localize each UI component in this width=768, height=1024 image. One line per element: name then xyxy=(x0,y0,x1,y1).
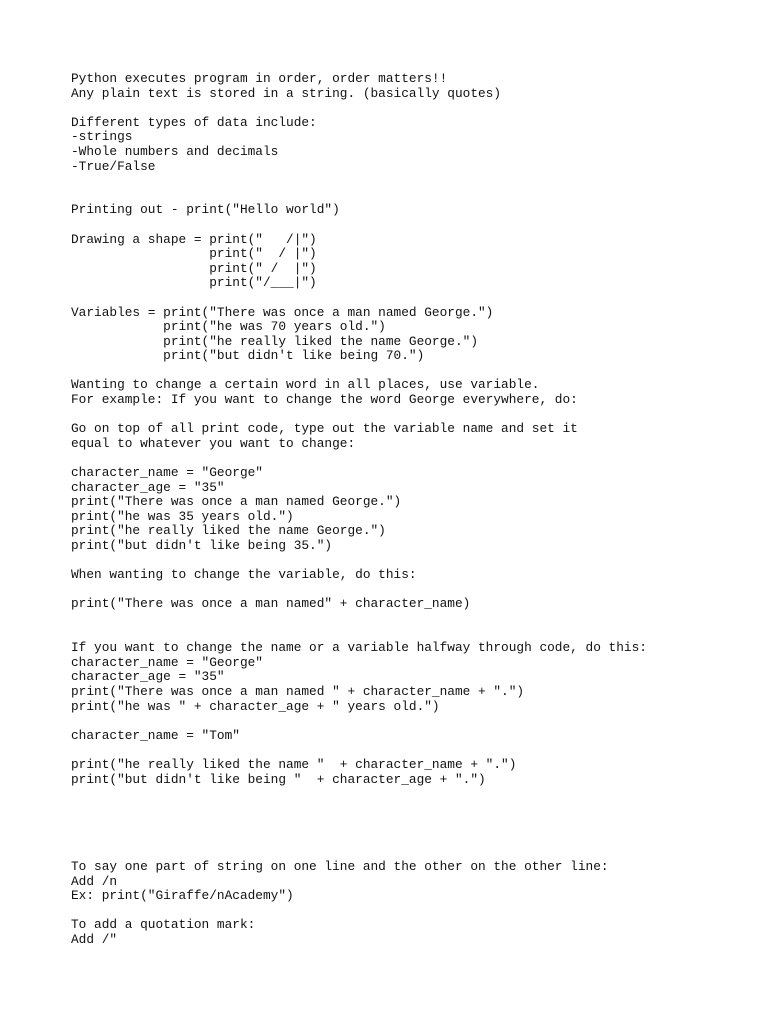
text-line: Wanting to change a certain word in all places, use variable. xyxy=(71,377,540,393)
text-line: equal to whatever you want to change: xyxy=(71,435,356,451)
text-line: print(" / |") xyxy=(71,260,317,276)
text-line: Python executes program in order, order matters!! xyxy=(71,71,448,86)
text-line: To say one part of string on one line and the other on the other line: xyxy=(71,859,609,875)
text-line: character_age = "35" xyxy=(71,669,225,685)
text-line xyxy=(71,845,647,860)
text-line xyxy=(71,101,647,116)
text-line xyxy=(71,743,647,758)
text-line: Ex: print("Giraffe/nAcademy") xyxy=(71,888,294,904)
text-line: print("he was 70 years old.") xyxy=(71,319,386,335)
text-line xyxy=(71,451,647,466)
text-line xyxy=(71,174,647,189)
text-line xyxy=(71,802,647,817)
text-line: print("/___|") xyxy=(71,275,317,291)
text-line xyxy=(71,904,647,919)
text-line: -strings xyxy=(71,129,133,145)
text-line: print("but didn't like being 35.") xyxy=(71,538,333,553)
text-line: print("There was once a man named " + character_name + ".") xyxy=(71,683,525,699)
text-line: If you want to change the name or a variable halfway through code, do this: xyxy=(71,640,647,656)
text-line: print("but didn't like being " + character_age + ".") xyxy=(71,771,486,787)
text-line: Go on top of all print code, type out the variable name and set it xyxy=(71,421,578,437)
text-line: For example: If you want to change the word George everywhere, do: xyxy=(71,392,578,408)
text-line: When wanting to change the variable, do this: xyxy=(71,567,417,583)
text-line xyxy=(71,787,647,802)
text-line: print(" / |") xyxy=(71,246,317,262)
text-line: print("There was once a man named George.") xyxy=(71,494,402,510)
text-line: character_age = "35" xyxy=(71,479,225,495)
text-line xyxy=(71,831,647,846)
text-line: Variables = print("There was once a man named George.") xyxy=(71,304,494,320)
text-line xyxy=(71,627,647,642)
text-line: Drawing a shape = print(" /|") xyxy=(71,231,317,247)
text-line: print("he really liked the name George.") xyxy=(71,333,479,349)
text-line: print("he was " + character_age + " years old.") xyxy=(71,698,440,714)
text-line xyxy=(71,714,647,729)
text-line: Different types of data include: xyxy=(71,114,317,130)
document-text xyxy=(71,72,647,948)
text-line: print("he really liked the name George.") xyxy=(71,523,386,539)
text-line: To add a quotation mark: xyxy=(71,917,256,933)
text-line: character_name = "George" xyxy=(71,465,263,481)
text-line: character_name = "George" xyxy=(71,654,263,670)
text-line xyxy=(71,554,647,569)
text-line xyxy=(71,291,647,306)
text-line xyxy=(71,583,647,598)
text-line: print("he really liked the name " + character_name + ".") xyxy=(71,756,517,772)
text-line: Add /" xyxy=(71,932,118,948)
text-line: Printing out - print("Hello world") xyxy=(71,202,340,218)
text-line xyxy=(71,218,647,233)
text-line xyxy=(71,364,647,379)
text-line: Add /n xyxy=(71,873,118,889)
text-line: -True/False xyxy=(71,158,156,174)
text-line: print("he was 35 years old.") xyxy=(71,508,294,524)
text-line: print("but didn't like being 70.") xyxy=(71,348,425,364)
text-line xyxy=(71,189,647,204)
text-line: -Whole numbers and decimals xyxy=(71,143,279,159)
text-line xyxy=(71,408,647,423)
text-line xyxy=(71,612,647,627)
text-line xyxy=(71,816,647,831)
text-line: Any plain text is stored in a string. (basically quotes) xyxy=(71,85,502,101)
text-line: print("There was once a man named" + character_name) xyxy=(71,596,471,612)
text-line: character_name = "Tom" xyxy=(71,727,240,743)
